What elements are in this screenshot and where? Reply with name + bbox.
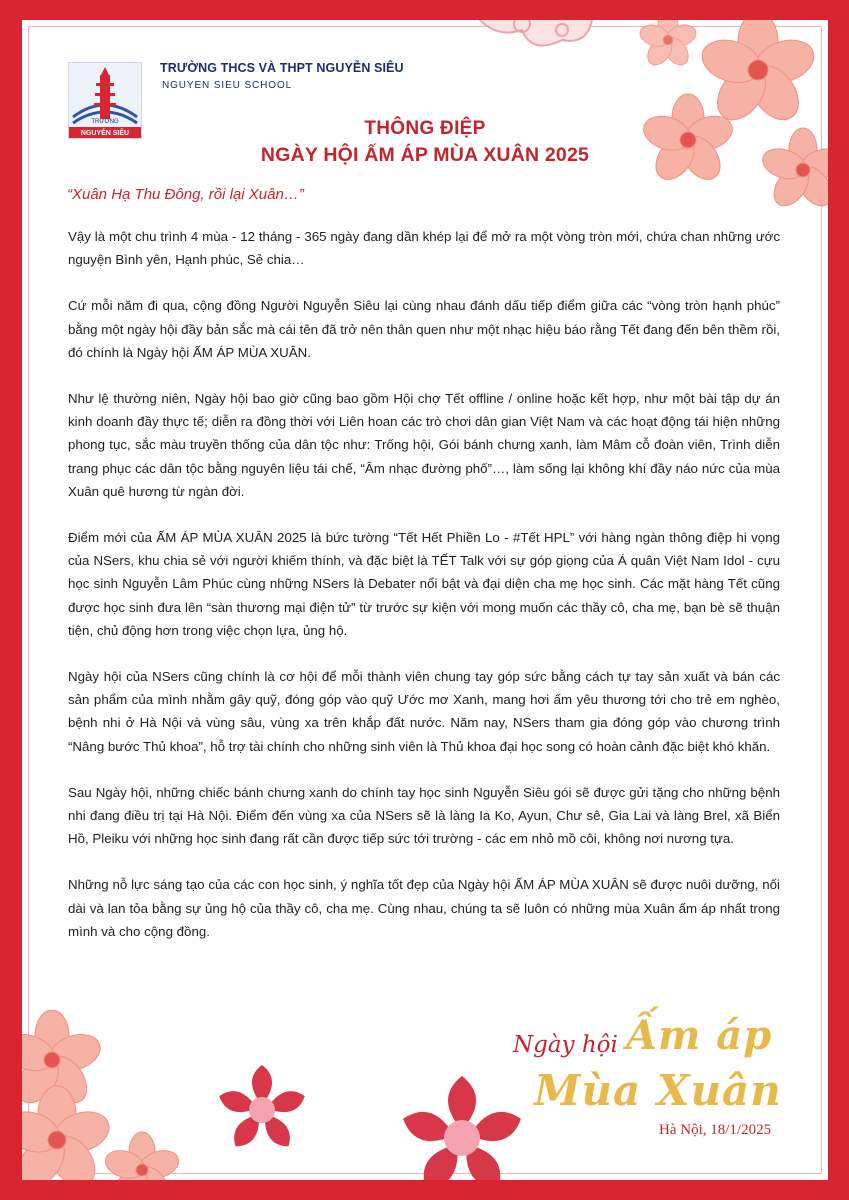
paragraph-4: Điểm mới của ẤM ÁP MÙA XUÂN 2025 là bức tường “Tết Hết Phiền Lo - #Tết HPL” với hàng ngàn thông điệp hi vọng của NSers, khu chia sẻ với người khiếm thính, và đặc biệt là TẾT Talk với sự góp giọng của Á quân Việt Nam Idol - cựu học sinh Nguyễn Lâm Phúc cùng những NSers là Debater nổi bật và đại diện cha mẹ học sinh. Các mặt hàng Tết cũng được học sinh đưa lên “sàn thương mại điện tử” từ trước sự kiện với mong muốn các thầy cô, cha mẹ, bạn bè sẽ thuận tiện, chủ động hơn trong việc chọn lựa, ủng hộ.	[68, 530, 780, 638]
school-name: TRƯỜNG THCS VÀ THPT NGUYỄN SIÊU	[160, 61, 404, 75]
title-line-2: NGÀY HỘI ẤM ÁP MÙA XUÂN 2025	[260, 144, 590, 166]
signature-ngay-hoi: Ngày hội	[513, 1032, 618, 1058]
paragraph-7: Những nỗ lực sáng tạo của các con học sinh, ý nghĩa tốt đẹp của Ngày hội ẤM ÁP MÙA XUÂN sẽ được nuôi dưỡng, nối dài và lan tỏa bằng sự ủng hộ của thầy cô, cha mẹ. Cùng nhau, chúng ta sẽ luôn có những mùa Xuân ấm áp nhất trong mình và cho cộng đồng.	[68, 877, 780, 939]
signature-mua-xuan: Mùa Xuân	[534, 1066, 782, 1115]
paragraph-5: Ngày hội của NSers cũng chính là cơ hội để mỗi thành viên chung tay góp sức bằng cách tự tay sản xuất và bán các sản phẩm của mình nhằm gây quỹ, đóng góp vào quỹ Ước mơ Xanh, mang hơi ấm yêu thương tới cho trẻ em nghèo, bệnh nhi ở Hà Nội và vùng sâu, vùng xa trên khắp đất nước. Năm nay, NSers tham gia đóng góp vào chương trình “Nâng bước Thủ khoa”, hỗ trợ tài chính cho những sinh viên là Thủ khoa đại học song có hoàn cảnh đặc biệt khó khăn.	[68, 669, 780, 754]
letter-page	[22, 20, 828, 1180]
message-body	[68, 225, 780, 966]
signature-date: Hà Nội, 18/1/2025	[659, 1122, 772, 1138]
signature-am-ap: Ấm áp	[626, 1012, 773, 1059]
cherry-blossom-bottom-icon	[22, 1010, 202, 1180]
red-flower-large-icon	[392, 1068, 532, 1180]
title-line-1: THÔNG ĐIỆP	[364, 118, 486, 139]
paragraph-1: Vậy là một chu trình 4 mùa - 12 tháng - 365 ngày đang dần khép lại để mở ra một vòng tròn mới, chứa chan những ước nguyện Bình yên, Hạnh phúc, Sẻ chia…	[68, 229, 780, 268]
logo-bottom-text: NGUYỄN SIÊU	[80, 130, 130, 137]
red-flower-small-icon	[212, 1060, 312, 1160]
logo-top-text: TRƯỜNG	[91, 119, 119, 125]
paragraph-2: Cứ mỗi năm đi qua, cộng đồng Người Nguyễn Siêu lại cùng nhau đánh dấu tiếp điểm giữa các “vòng tròn hạnh phúc” bằng một ngày hội đầy bản sắc mà cái tên đã trở nên thân quen như một nhạc hiệu báo rằng Tết đang đến bên thềm rồi, đó chính là Ngày hội ẤM ÁP MÙA XUÂN.	[68, 298, 780, 360]
paragraph-6: Sau Ngày hội, những chiếc bánh chưng xanh do chính tay học sinh Nguyễn Siêu gói sẽ được gửi tặng cho những bệnh nhi đang điều trị tại Hà Nội. Điểm đến vùng xa của NSers sẽ là làng Ia Ko, Ayun, Chư sê, Gia Lai và làng Brel, xã Biển Hồ, Pleiku với những học sinh đang rất cần được tiếp sức tới trường - các em nhỏ mồ côi, không nơi nương tựa.	[68, 784, 780, 847]
cloud-ornament-icon	[462, 20, 602, 60]
opening-quote: “Xuân Hạ Thu Đông, rồi lại Xuân…”	[67, 186, 304, 203]
school-subtitle: NGUYEN SIEU SCHOOL	[162, 80, 293, 91]
paragraph-3: Như lệ thường niên, Ngày hội bao giờ cũng bao gồm Hội chợ Tết offline / online hoặc kết hợp, như một bài tập dự án kinh doanh đầy thực tế; diễn ra đồng thời với Liên hoan các trò chơi dân gian Việt Nam và các hoạt động tái hiện những phong tục, sắc màu truyền thống của dân tộc như: Trống hội, Gói bánh chưng xanh, làm Mâm cỗ đoàn viên, Trình diễn trang phục các dân tộc bằng nguyên liệu tái chế, “Âm nhạc đường phố”…, làm sống lại không khí đầy náo nức của mùa Xuân quê hương từ ngàn đời.	[68, 391, 780, 499]
